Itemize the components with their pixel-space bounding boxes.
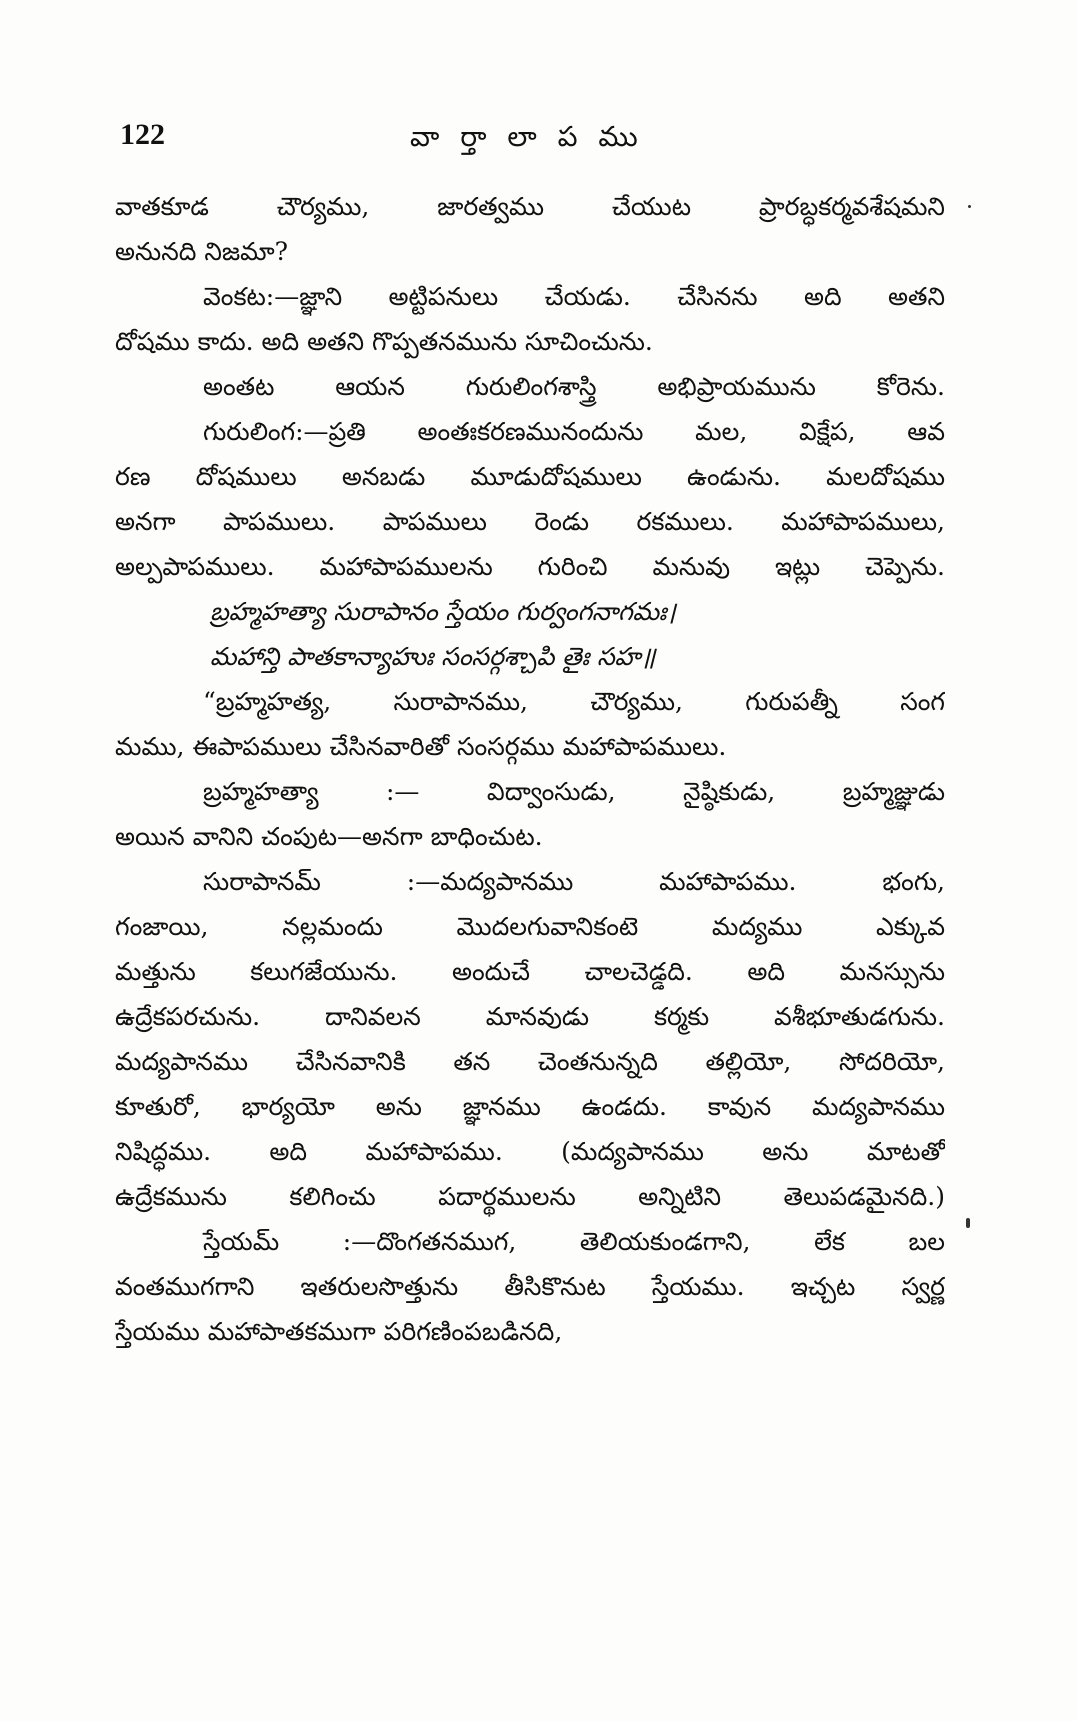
- page-number: 122: [120, 118, 165, 151]
- running-title: వా ర్తా లా ప ము: [410, 120, 644, 153]
- text-line: అంతట ఆయన గురులింగశాస్త్రి అభిప్రాయమును కోరెను.: [203, 372, 945, 401]
- text-line: కూతురో, భార్యయో అను జ్ఞానము ఉండదు. కావున మద్యపానము: [115, 1092, 945, 1121]
- margin-speck: [968, 205, 971, 208]
- text-line: వంతముగగాని ఇతరులసొత్తును తీసికొనుట స్తేయము. ఇచ్చట స్వర్ణ: [115, 1272, 945, 1301]
- text-line: మము, ఈపాపములు చేసినవారితో సంసర్గము మహాపాపములు.: [115, 732, 727, 761]
- text-line: మత్తును కలుగజేయును. అందుచే చాలచెడ్డది. అది మనస్సును: [115, 957, 945, 986]
- margin-speck: [966, 1218, 970, 1228]
- text-line: అల్పపాపములు. మహాపాపములను గురించి మనువు ఇట్లు చెప్పెను.: [115, 552, 945, 581]
- text-line: అనునది నిజమా?: [115, 237, 289, 266]
- page-header: [120, 118, 940, 162]
- text-line: స్తేయము మహాపాతకముగా పరిగణింపబడినది,: [115, 1317, 563, 1346]
- text-line: మద్యపానము చేసినవానికి తన చెంతనున్నది తల్లియో, సోదరియో,: [115, 1047, 945, 1076]
- verse-line: మహాన్తి పాతకాన్యాహుః సంసర్గశ్చాపి తైః సహ॥: [210, 642, 656, 671]
- text-line: దోషము కాదు. అది అతని గొప్పతనమును సూచించును.: [115, 327, 653, 356]
- text-line: అయిన వానిని చంపుట—అనగా బాధించుట.: [115, 822, 543, 851]
- text-line: గురులింగ:—ప్రతి అంతఃకరణమునందును మల, విక్షేప, ఆవ: [203, 417, 945, 446]
- text-line: సురాపానమ్ :—మద్యపానము మహాపాపము. భంగు,: [203, 867, 945, 896]
- text-line: రణ దోషములు అనబడు మూడుదోషములు ఉండును. మలదోషము: [115, 462, 945, 491]
- text-line: బ్రహ్మహత్యా :— విద్వాంసుడు, నైష్ఠికుడు, బ్రహ్మజ్ఞుడు: [203, 777, 945, 806]
- text-line: ఉద్రేకమును కలిగించు పదార్థములను అన్నిటిని తెలుపడమైనది.): [115, 1182, 945, 1211]
- text-line: గంజాయి, నల్లమందు మొదలగువానికంటె మద్యము ఎక్కువ: [115, 912, 945, 941]
- text-line: వెంకట:—జ్ఞాని అట్టిపనులు చేయడు. చేసినను అది అతని: [203, 282, 945, 311]
- page-body: [115, 190, 945, 1360]
- text-line: స్తేయమ్ :—దొంగతనముగ, తెలియకుండగాని, లేక బల: [203, 1227, 945, 1256]
- text-line: అనగా పాపములు. పాపములు రెండు రకములు. మహాపాపములు,: [115, 507, 945, 536]
- text-line: ఉద్రేకపరచును. దానివలన మానవుడు కర్మకు వశీభూతుడగును.: [115, 1002, 945, 1031]
- verse-line: బ్రహ్మహత్యా సురాపానం స్తేయం గుర్వంగనాగమః।: [210, 597, 676, 626]
- text-line: నిషిద్ధము. అది మహాపాపము. (మద్యపానము అను మాటతో: [115, 1137, 945, 1166]
- text-line: “బ్రహ్మహత్య, సురాపానము, చౌర్యము, గురుపత్నీ సంగ: [203, 687, 945, 716]
- text-line: వాతకూడ చౌర్యము, జారత్వము చేయుట ప్రారబ్ధకర్మవశేషమని: [115, 192, 945, 221]
